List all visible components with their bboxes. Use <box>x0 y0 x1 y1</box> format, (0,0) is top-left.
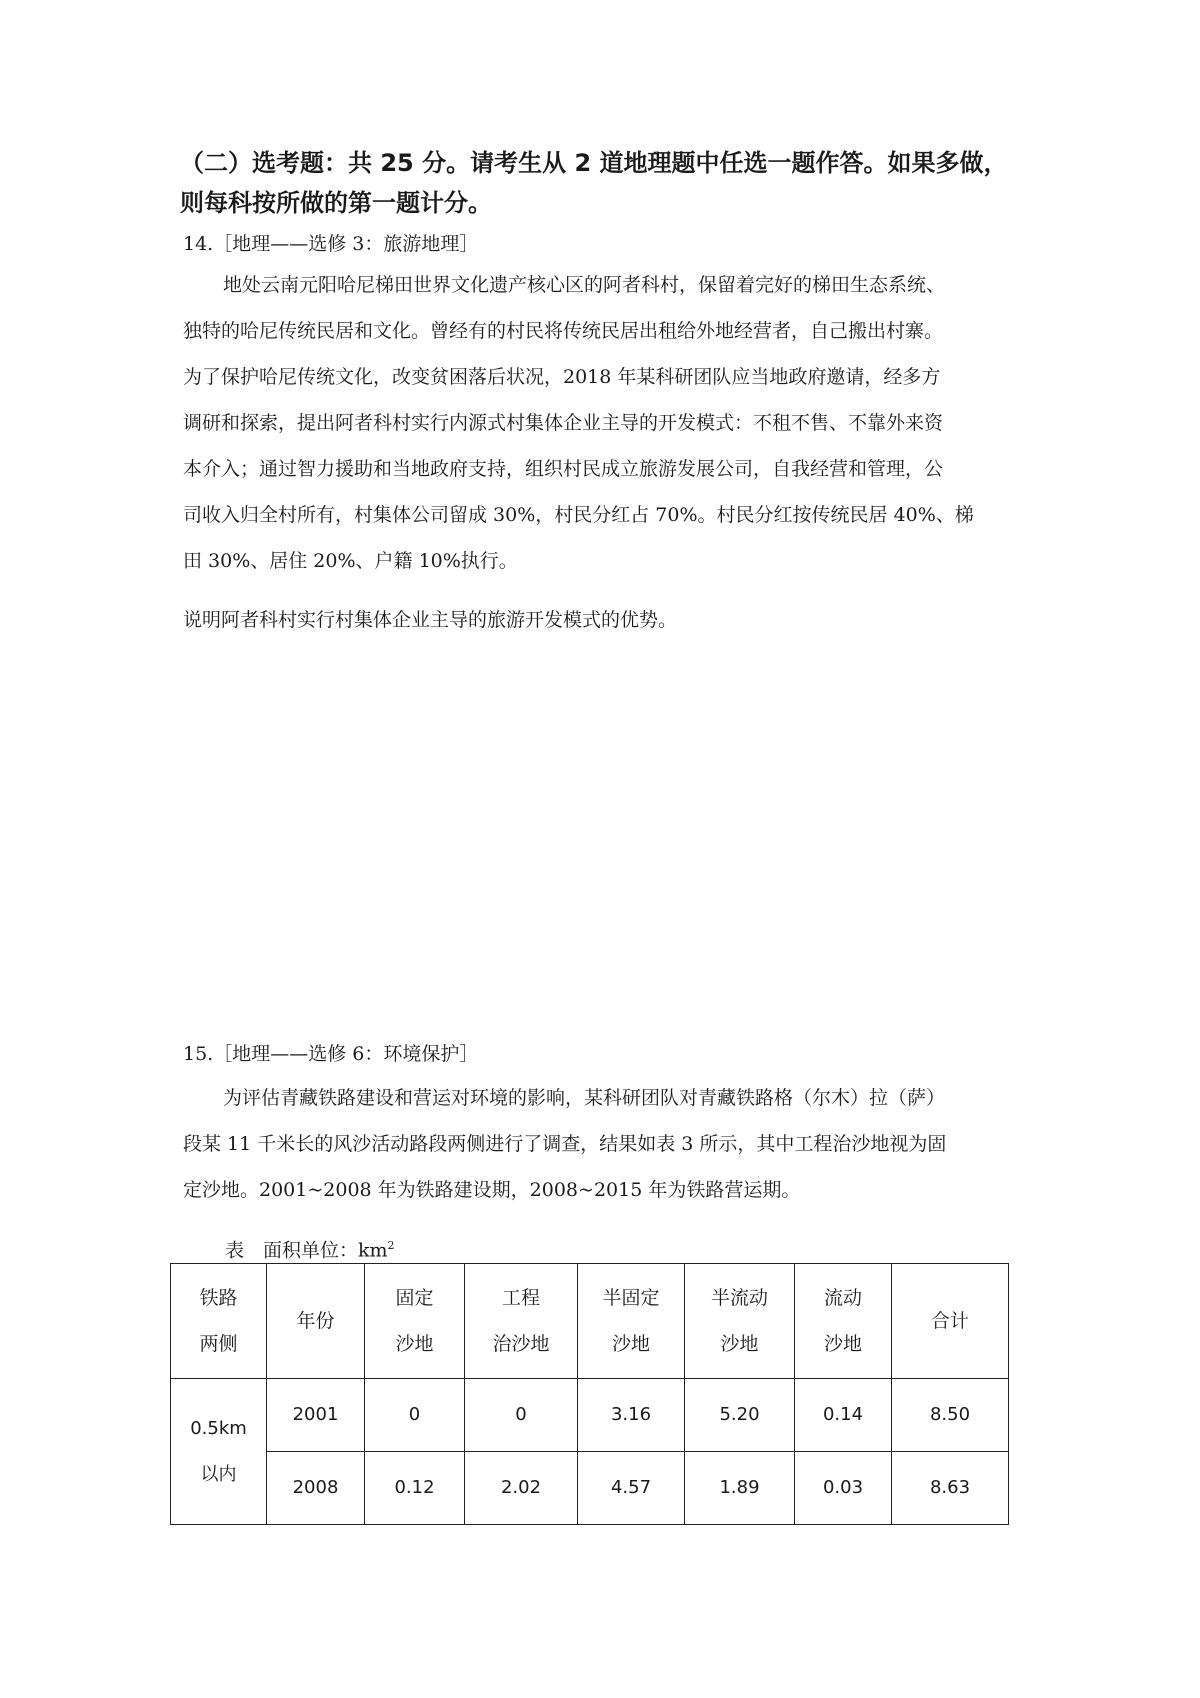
table-header-row <box>171 1264 1009 1379</box>
passage-line: 为评估青藏铁路建设和营运对环境的影响，某科研团队对青藏铁路格（尔木）拉（萨） <box>223 1087 946 1109</box>
passage-line: 司收入归全村所有，村集体公司留成 30%，村民分红占 70%。村民分红按传统民居 40%、梯 <box>183 504 974 526</box>
table-cell: 0 <box>465 1379 578 1452</box>
table-caption-text: 表 面积单位：km <box>225 1239 388 1262</box>
table-cell: 4.57 <box>578 1452 685 1525</box>
table-cell: 5.20 <box>685 1379 795 1452</box>
table-cell: 0 <box>365 1379 465 1452</box>
table-cell: 3.16 <box>578 1379 685 1452</box>
unit-superscript: 2 <box>387 1239 395 1252</box>
table-cell: 8.50 <box>892 1379 1009 1452</box>
header-cell: 工程 治沙地 <box>465 1264 578 1379</box>
header-cell: 半流动 沙地 <box>685 1264 795 1379</box>
header-cell: 流动 沙地 <box>795 1264 892 1379</box>
table-cell: 0.12 <box>365 1452 465 1525</box>
passage-line: 田 30%、居住 20%、户籍 10%执行。 <box>183 550 518 572</box>
table-cell: 2008 <box>267 1452 365 1525</box>
passage-line: 为了保护哈尼传统文化，改变贫困落后状况，2018 年某科研团队应当地政府邀请，经多方 <box>183 366 941 388</box>
table-row <box>171 1452 1009 1525</box>
table-cell: 1.89 <box>685 1452 795 1525</box>
table-row <box>171 1379 1009 1452</box>
question-14-prompt: 说明阿者科村实行村集体企业主导的旅游开发模式的优势。 <box>183 609 678 631</box>
table-cell: 2001 <box>267 1379 365 1452</box>
question-14-passage <box>183 262 1023 584</box>
row-group-label: 0.5km 以内 <box>171 1379 267 1525</box>
table-cell: 0.14 <box>795 1379 892 1452</box>
table-cell: 2.02 <box>465 1452 578 1525</box>
passage-line: 段某 11 千米长的风沙活动路段两侧进行了调查，结果如表 3 所示，其中工程治沙地视为固 <box>183 1133 947 1155</box>
passage-line: 地处云南元阳哈尼梯田世界文化遗产核心区的阿者科村，保留着完好的梯田生态系统、 <box>223 274 946 296</box>
question-14-title: 14.［地理——选修 3：旅游地理］ <box>183 233 479 255</box>
passage-line: 定沙地。2001~2008 年为铁路建设期，2008~2015 年为铁路营运期。 <box>183 1179 801 1201</box>
table-cell: 8.63 <box>892 1452 1009 1525</box>
table-cell: 0.03 <box>795 1452 892 1525</box>
passage-line: 本介入；通过智力援助和当地政府支持，组织村民成立旅游发展公司，自我经营和管理，公 <box>183 458 944 480</box>
header-cell: 固定 沙地 <box>365 1264 465 1379</box>
header-cell: 年份 <box>267 1264 365 1379</box>
passage-line: 调研和探索，提出阿者科村实行内源式村集体企业主导的开发模式：不租不售、不靠外来资 <box>183 412 944 434</box>
question-15-title: 15.［地理——选修 6：环境保护］ <box>183 1043 479 1065</box>
header-cell: 合计 <box>892 1264 1009 1379</box>
table-caption <box>225 1232 395 1264</box>
sand-area-table <box>170 1263 1009 1525</box>
section-heading: （二）选考题：共 25 分。请考生从 2 道地理题中任选一题作答。如果多做，则每科按所做的第一题计分。 <box>180 149 1008 217</box>
header-cell: 半固定 沙地 <box>578 1264 685 1379</box>
question-15-passage <box>183 1075 1023 1213</box>
header-cell: 铁路 两侧 <box>171 1264 267 1379</box>
passage-line: 独特的哈尼传统民居和文化。曾经有的村民将传统民居出租给外地经营者，自己搬出村寨。 <box>183 320 944 342</box>
